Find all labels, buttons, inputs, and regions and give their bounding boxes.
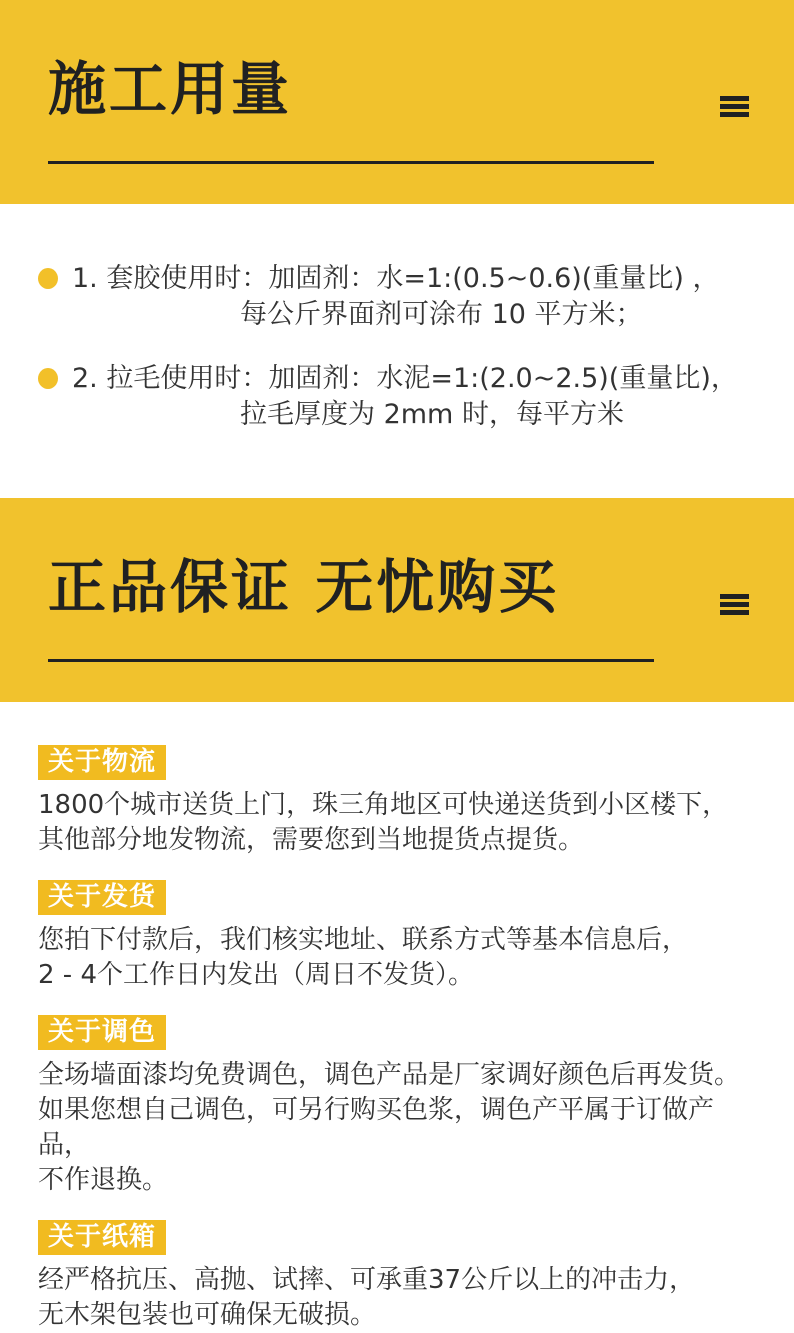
menu-bar (720, 112, 749, 117)
usage-item-1-line1: 1. 套胶使用时：加固剂：水=1:(0.5~0.6)(重量比) ， (72, 263, 720, 294)
banner2-underline (48, 659, 654, 662)
usage-instructions-section (0, 204, 794, 498)
tinting-line-3: 不作退换。 (38, 1165, 169, 1195)
usage-item-1 (72, 261, 764, 333)
banner-guarantee (0, 498, 794, 702)
carton-badge: 关于纸箱 (38, 1220, 166, 1255)
shipping-badge: 关于发货 (38, 880, 166, 915)
banner2-title: 正品保证 无忧购买 (48, 553, 560, 621)
carton-line-1: 经严格抗压、高抛、试摔、可承重37公斤以上的冲击力， (38, 1265, 696, 1295)
menu-bar (720, 594, 749, 599)
logistics-badge: 关于物流 (38, 745, 166, 780)
banner1-underline (48, 161, 654, 164)
usage-item-2 (72, 361, 764, 433)
banner1-title: 施工用量 (48, 55, 293, 123)
bullet-dot-icon (38, 368, 58, 389)
hamburger-menu-icon[interactable] (720, 96, 749, 117)
shopping-info-section (0, 702, 794, 1333)
bullet-dot-icon (38, 268, 58, 289)
info-item-shipping (38, 880, 764, 993)
menu-bar (720, 104, 749, 109)
info-item-carton (38, 1220, 764, 1333)
banner-construction-usage (0, 0, 794, 204)
tinting-badge: 关于调色 (38, 1015, 166, 1050)
tinting-line-1: 全场墙面漆均免费调色，调色产品是厂家调好颜色后再发货。 (38, 1060, 741, 1090)
menu-bar (720, 610, 749, 615)
usage-item-2-line2: 拉毛厚度为 2mm 时，每平方米 (240, 399, 624, 430)
menu-bar (720, 602, 749, 607)
logistics-line-1: 1800个城市送货上门，珠三角地区可快递送货到小区楼下， (38, 790, 729, 820)
shipping-line-2: 2 - 4个工作日内发出（周日不发货）。 (38, 960, 474, 990)
tinting-line-2: 如果您想自己调色，可另行购买色浆，调色产平属于订做产品， (38, 1095, 715, 1160)
carton-line-2: 无木架包装也可确保无破损。 (38, 1300, 377, 1330)
hamburger-menu-icon[interactable] (720, 594, 749, 615)
usage-item-1-line2: 每公斤界面剂可涂布 10 平方米； (240, 299, 643, 330)
info-item-tinting (38, 1015, 764, 1198)
logistics-line-2: 其他部分地发物流，需要您到当地提货点提货。 (38, 825, 585, 855)
shipping-line-1: 您拍下付款后，我们核实地址、联系方式等基本信息后， (38, 925, 689, 955)
menu-bar (720, 96, 749, 101)
info-item-logistics (38, 745, 764, 858)
usage-item-2-line1: 2. 拉毛使用时：加固剂：水泥=1:(2.0~2.5)(重量比)， (72, 363, 738, 394)
